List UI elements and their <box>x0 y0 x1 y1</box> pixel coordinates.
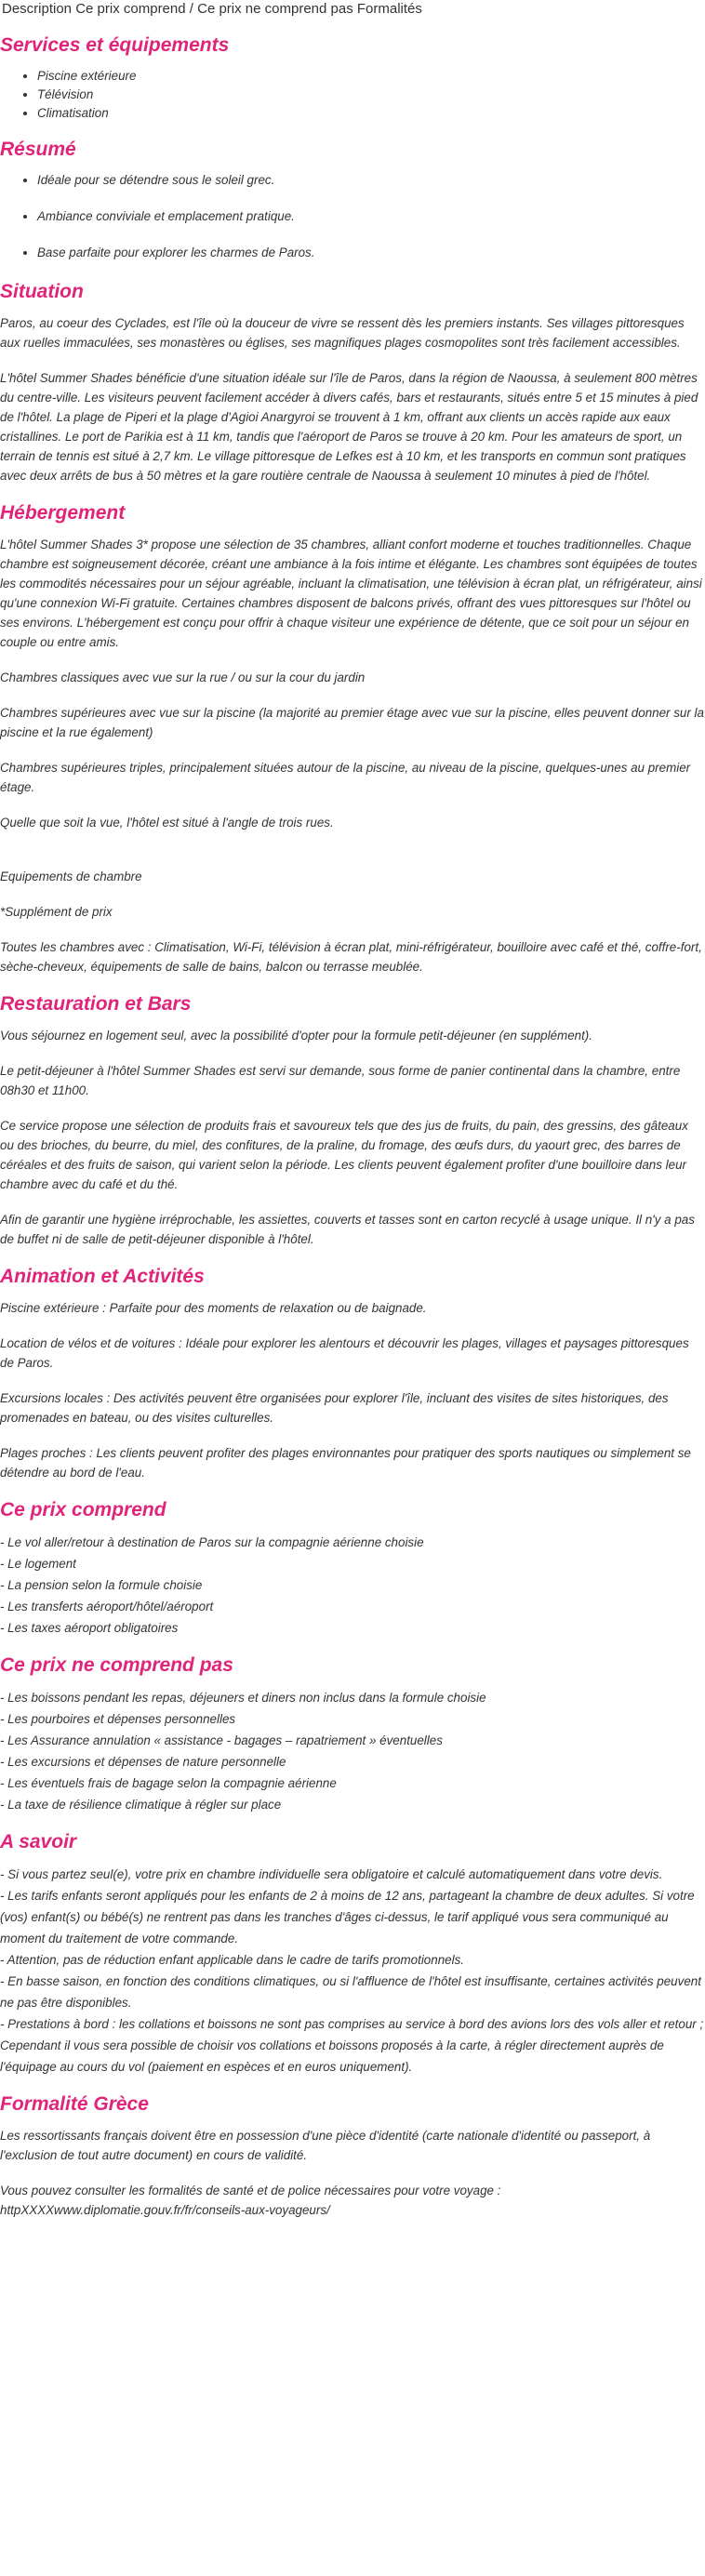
list-item: - La taxe de résilience climatique à régler sur place <box>0 1798 282 1812</box>
spacer <box>0 848 705 867</box>
list-item: - Les éventuels frais de bagage selon la compagnie aérienne <box>0 1776 337 1790</box>
ne-comprend-pas-list <box>0 1687 705 1815</box>
list-item: - Les transferts aéroport/hôtel/aéroport <box>0 1600 214 1613</box>
formalite-link-line <box>0 2200 705 2220</box>
animation-paragraph: Piscine extérieure : Parfaite pour des moments de relaxation ou de baignade. <box>0 1301 427 1315</box>
equipments-heading: Equipements de chambre <box>0 870 142 883</box>
tab-price-excludes[interactable]: Ce prix ne comprend pas <box>197 1 353 17</box>
animation-title: Animation et Activités <box>0 1266 205 1287</box>
list-item: • Ambiance conviviale et emplacement pratique. <box>37 207 705 226</box>
hebergement-paragraph: Chambres supérieures triples, principalement situées autour de la piscine, au niveau de la piscine, quelques-unes au premier étage. <box>0 761 691 794</box>
list-item: - Les boissons pendant les repas, déjeuners et diners non inclus dans la formule choisie <box>0 1691 486 1705</box>
hebergement-paragraph: Chambres supérieures avec vue sur la piscine (la majorité au premier étage avec vue sur la piscine, elles peuvent donner sur la piscine et la rue également) <box>0 706 704 739</box>
list-item: - Les Assurance annulation « assistance - bagages – rapatriement » éventuelles <box>0 1733 443 1747</box>
situation-paragraph: L'hôtel Summer Shades bénéficie d'une situation idéale sur l'île de Paros, dans la région de Naoussa, à seulement 800 mètres du centre-ville. Les visiteurs peuvent facilement accéder à divers cafés, bars et restaurants, situés entre 5 et 15 minutes à pied de l'hôtel. La plage de Piperi et la plage d'Agioi Anargyroi se trouvent à 1 km, offrant aux clients un accès rapide aux eaux cristallines. Le port de Parikia est à 11 km, tandis que l'aéroport de Paros se trouve à 20 km. Pour les amateurs de sport, un terrain de tennis est situé à 2,7 km. Le village pittoresque de Lefkes est à 10 km, et les transports en commun sont pratiques avec deux arrêts de bus à 50 mètres et la gare routière centrale de Naoussa à seulement 10 minutes à pied de l'hôtel. <box>0 371 698 483</box>
list-item: - Le vol aller/retour à destination de Paros sur la compagnie aérienne choisie <box>0 1535 424 1549</box>
list-item: - Les pourboires et dépenses personnelles <box>0 1712 236 1726</box>
animation-paragraph: Excursions locales : Des activités peuvent être organisées pour explorer l'île, incluant des visites de sites historiques, des promenades en bateau, ou des visites culturelles. <box>0 1391 669 1425</box>
list-item: • Télévision <box>37 86 705 104</box>
services-list <box>0 67 705 123</box>
tab-separator: / <box>189 1 193 17</box>
hebergement-paragraph: Quelle que soit la vue, l'hôtel est situé à l'angle de trois rues. <box>0 816 334 830</box>
tabs-bar <box>0 0 705 19</box>
hebergement-paragraph: L'hôtel Summer Shades 3* propose une sélection de 35 chambres, alliant confort moderne et touches traditionnelles. Chaque chambre est soigneusement décorée, créant une ambiance à la fois intime et élégante. Les chambres sont équipées de toutes les commodités nécessaires pour un séjour agréable, incluant la climatisation, une télévision à écran plat, un réfrigérateur, ainsi qu'une connexion Wi-Fi gratuite. Certaines chambres disposent de balcons privés, offrant des vues pittoresques sur l'hôtel ou ses environs. L'hébergement est conçu pour offrir à chaque visiteur une expérience de détente, que ce soit pour un séjour en couple ou entre amis. <box>0 538 702 649</box>
list-item: - Les excursions et dépenses de nature personnelle <box>0 1755 286 1769</box>
formalite-paragraph: Vous pouvez consulter les formalités de santé et de police nécessaires pour votre voyage : <box>0 2184 501 2198</box>
equipments-paragraph: Toutes les chambres avec : Climatisation, Wi-Fi, télévision à écran plat, mini-réfrigérateur, bouilloire avec café et thé, coffre-fort, sèche-cheveux, équipements de salle de bains, balcon ou terrasse meublée. <box>0 940 702 974</box>
restauration-paragraph: Vous séjournez en logement seul, avec la possibilité d'opter pour la formule petit-déjeuner (en supplément). <box>0 1029 592 1042</box>
list-item: - Les tarifs enfants seront appliqués pour les enfants de 2 à moins de 12 ans, partageant la chambre de deux adultes. Si votre (vos) enfant(s) ou bébé(s) ne rentrent pas dans les tranches d'âges ci-dessus, le tarif appliqué vous sera communiqué au moment du traitement de votre commande. <box>0 1889 695 1945</box>
animation-paragraph: Plages proches : Les clients peuvent profiter des plages environnantes pour pratiquer des sports nautiques ou simplement se détendre au bord de l'eau. <box>0 1446 691 1480</box>
list-item: - En basse saison, en fonction des conditions climatiques, ou si l'affluence de l'hôtel est insuffisante, certaines activités peuvent ne pas être disponibles. <box>0 1974 701 2010</box>
list-item: • Idéale pour se détendre sous le soleil grec. <box>37 171 705 190</box>
restauration-paragraph: Le petit-déjeuner à l'hôtel Summer Shades est servi sur demande, sous forme de panier continental dans la chambre, entre 08h30 et 11h00. <box>0 1064 681 1097</box>
hebergement-paragraph: Chambres classiques avec vue sur la rue / ou sur la cour du jardin <box>0 671 366 684</box>
supplement-note: *Supplément de prix <box>0 905 113 919</box>
formalite-title: Formalité Grèce <box>0 2093 149 2115</box>
a-savoir-list <box>0 1864 705 2078</box>
a-savoir-title: A savoir <box>0 1831 77 1852</box>
diplomatie-link[interactable]: httpXXXXwww.diplomatie.gouv.fr/fr/conseils-aux-voyageurs/ <box>0 2203 330 2217</box>
list-item: - Attention, pas de réduction enfant applicable dans le cadre de tarifs promotionnels. <box>0 1953 464 1967</box>
comprend-title: Ce prix comprend <box>0 1499 166 1520</box>
formalite-paragraph: Les ressortissants français doivent être en possession d'une pièce d'identité (carte nationale d'identité ou passeport, à l'exclusion de tout autre document) en cours de validité. <box>0 2129 651 2162</box>
situation-paragraph: Paros, au coeur des Cyclades, est l'île où la douceur de vivre se ressent dès les premiers instants. Ses villages pittoresques aux ruelles immaculées, ses monastères ou églises, ses magnifiques plages cosmopolites sont très facilement accessibles. <box>0 316 685 350</box>
animation-paragraph: Location de vélos et de voitures : Idéale pour explorer les alentours et découvrir les plages, villages et paysages pittoresques de Paros. <box>0 1336 689 1370</box>
ne-comprend-pas-title: Ce prix ne comprend pas <box>0 1654 233 1676</box>
resume-title: Résumé <box>0 139 76 160</box>
restauration-paragraph: Afin de garantir une hygiène irréprochable, les assiettes, couverts et tasses sont en carton recyclé à usage unique. Il n'y a pas de buffet ni de salle de petit-déjeuner disponible à l'hôtel. <box>0 1213 695 1246</box>
list-item: • Base parfaite pour explorer les charmes de Paros. <box>37 244 705 262</box>
restauration-title: Restauration et Bars <box>0 993 192 1015</box>
situation-title: Situation <box>0 281 84 302</box>
tab-description[interactable]: Description <box>2 1 73 17</box>
restauration-paragraph: Ce service propose une sélection de produits frais et savoureux tels que des jus de fruits, du pain, des gressins, des gâteaux ou des brioches, du beurre, du miel, des confitures, de la praline, du fromage, des œufs durs, du yaourt grec, des barres de céréales et des fruits de saison, qui varient selon la période. Les clients peuvent également profiter d'une bouilloire dans leur chambre avec du café et du thé. <box>0 1119 688 1191</box>
list-item: - La pension selon la formule choisie <box>0 1578 203 1592</box>
list-item: - Le logement <box>0 1557 76 1571</box>
tab-formalities[interactable]: Formalités <box>356 1 422 17</box>
list-item: • Piscine extérieure <box>37 67 705 86</box>
hebergement-title: Hébergement <box>0 502 126 524</box>
resume-list <box>0 171 705 262</box>
list-item: - Si vous partez seul(e), votre prix en chambre individuelle sera obligatoire et calculé automatiquement dans votre devis. <box>0 1867 663 1881</box>
tab-price-includes[interactable]: Ce prix comprend <box>75 1 186 17</box>
services-title: Services et équipements <box>0 34 230 56</box>
list-item: - Prestations à bord : les collations et boissons ne sont pas comprises au service à bord des avions lors des vols aller et retour ; Cependant il vous sera possible de choisir vos collations et boissons proposés à la carte, à régler directement auprès de l'équipage au cours du vol (paiement en espèces et en euros uniquement). <box>0 2017 704 2074</box>
list-item: - Les taxes aéroport obligatoires <box>0 1621 179 1635</box>
list-item: • Climatisation <box>37 104 705 123</box>
comprend-list <box>0 1532 705 1639</box>
